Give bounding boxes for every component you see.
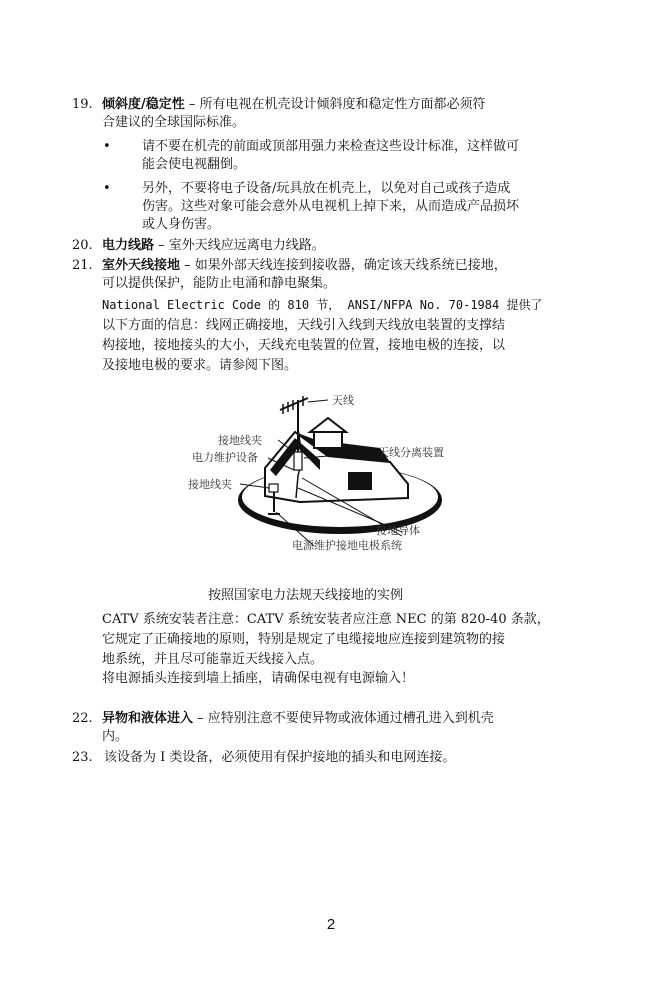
item-20-title: 电力线路 xyxy=(102,238,155,253)
item-20-text: 室外天线应远离电力线路。 xyxy=(168,238,325,253)
bullet-2-line-2: 伤害。这些对象可能会意外从电视机上掉下来，从而造成产品损坏 xyxy=(142,199,520,214)
antenna-grounding-diagram xyxy=(180,388,460,563)
item-21-text-2: 可以提供保护，能防止电涌和静电聚集。 xyxy=(102,276,337,291)
item-22-text-1: 应特别注意不要使异物或液体通过槽孔进入到机壳 xyxy=(207,711,494,726)
label-power-service: 电力维护设备 xyxy=(192,451,258,464)
item-21-number: 21. xyxy=(72,258,93,273)
label-electrode-system: 电源维护接地电极系统 xyxy=(292,539,402,552)
item-19-sep: – xyxy=(184,97,200,112)
item-21-sep: – xyxy=(180,258,195,273)
antenna-elements xyxy=(283,396,303,414)
item-21-para-1: National Electric Code 的 810 节， ANSI/NFPA No. 70-1984 提供了 xyxy=(102,298,543,312)
catv-line-4: 将电源插头连接到墙上插座，请确保电视有电源输入！ xyxy=(102,671,415,686)
bullet-dot: • xyxy=(103,139,111,154)
catv-line-1: CATV 系统安装者注意：CATV 系统安装者应注意 NEC 的第 820-40 条款， xyxy=(102,612,550,627)
chimney-cap xyxy=(310,418,346,432)
item-23-text: 该设备为 I 类设备，必须使用有保护接地的插头和电网连接。 xyxy=(104,750,456,765)
item-20-line xyxy=(102,237,325,255)
catv-line-3: 地系统，并且尽可能靠近天线接入点。 xyxy=(102,652,324,667)
item-20-number: 20. xyxy=(72,238,93,253)
item-19-number: 19. xyxy=(72,97,93,112)
label-ground-clamp-1: 接地线夹 xyxy=(218,434,262,447)
item-21-line-1 xyxy=(102,257,507,275)
house-window xyxy=(348,472,372,490)
item-22-sep: – xyxy=(193,711,208,726)
antenna-boom xyxy=(280,398,308,410)
item-22-title: 异物和液体进入 xyxy=(102,711,194,726)
label-ground-conductor: 接地导体 xyxy=(376,524,420,537)
item-20-sep: – xyxy=(154,238,169,253)
label-ground-clamp-2: 接地线夹 xyxy=(188,478,232,491)
item-21-para-3: 构接地，接地接头的大小，天线充电装置的位置，接地电极的连接，以 xyxy=(102,338,506,353)
item-19-line-1 xyxy=(102,96,486,114)
page-number: 2 xyxy=(326,916,336,933)
bullet-1-line-2: 能会使电视翻倒。 xyxy=(142,157,247,172)
item-19-text-1: 所有电视在机壳设计倾斜度和稳定性方面都必须符 xyxy=(199,97,486,112)
label-antenna: 天线 xyxy=(332,394,354,407)
item-21-title: 室外天线接地 xyxy=(102,258,181,273)
label-discharge-unit: 天线分离装置 xyxy=(378,446,444,459)
item-22-line-1 xyxy=(102,710,494,728)
item-19-text-2: 合建议的全球国际标准。 xyxy=(102,115,246,130)
item-22-number: 22. xyxy=(72,711,93,726)
chimney xyxy=(314,432,342,448)
bullet-1-line-1: 请不要在机壳的前面或顶部用强力来检查这些设计标准，这样做可 xyxy=(142,139,520,154)
bullet-2-line-3: 或人身伤害。 xyxy=(142,217,221,232)
item-23-number: 23. xyxy=(72,750,93,765)
bullet-2-line-1: 另外，不要将电子设备/玩具放在机壳上，以免对自己或孩子造成 xyxy=(142,181,511,196)
item-22-text-2: 内。 xyxy=(102,729,129,744)
ground-clamp-box xyxy=(269,484,278,492)
item-19-title: 倾斜度/稳定性 xyxy=(102,97,185,112)
figure-caption: 按照国家电力法规天线接地的实例 xyxy=(208,588,404,603)
discharge-unit xyxy=(294,452,302,470)
item-21-para-4: 及接地电极的要求。请参阅下图。 xyxy=(102,358,298,373)
catv-line-2: 它规定了正确接地的原则，特别是规定了电缆接地应连接到建筑物的接 xyxy=(102,632,506,647)
item-21-text-1: 如果外部天线连接到接收器，确定该天线系统已接地， xyxy=(194,258,507,273)
bullet-dot: • xyxy=(103,181,111,196)
item-21-para-2: 以下方面的信息：线网正确接地，天线引入线到天线放电装置的支撑结 xyxy=(102,318,506,333)
